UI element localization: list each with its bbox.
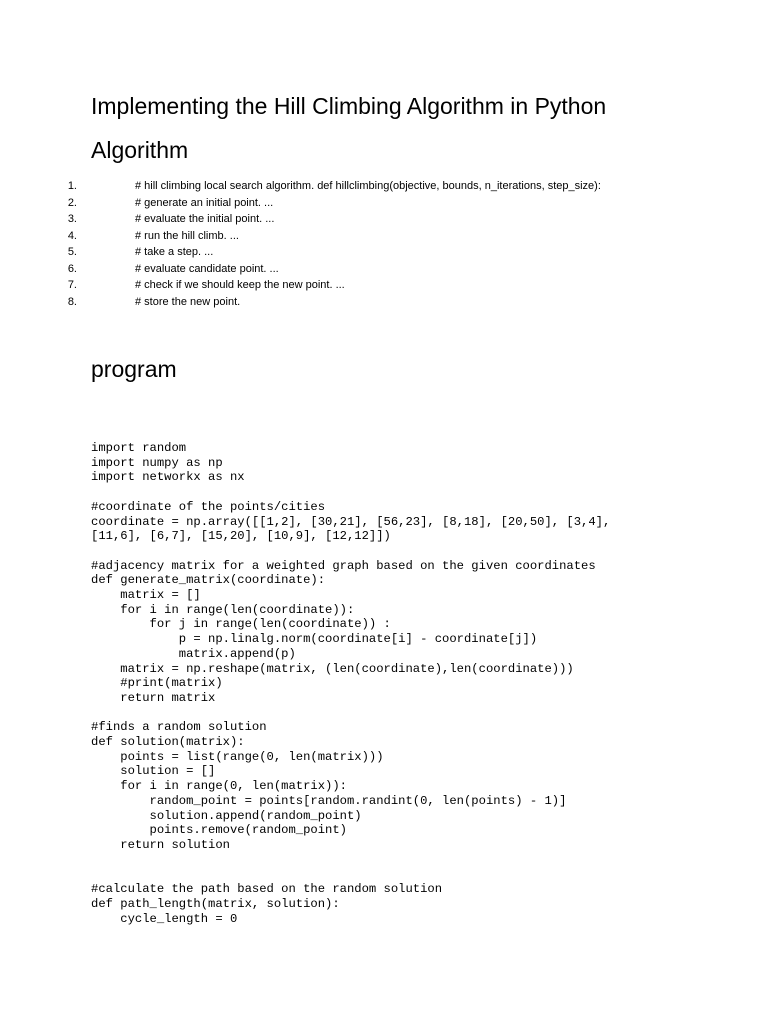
list-item	[0, 277, 768, 294]
list-item	[0, 261, 768, 278]
list-item-number: 3.	[67, 213, 77, 225]
list-item-number: 2.	[67, 196, 77, 209]
document-title: Implementing the Hill Climbing Algorithm in Python	[91, 93, 607, 119]
list-item-number: 7.	[67, 279, 77, 291]
list-item	[0, 211, 768, 228]
list-item	[0, 294, 768, 311]
list-item-number: 5.	[67, 246, 77, 258]
list-item-text: # take a step. ...	[135, 246, 214, 258]
section-heading-program: program	[91, 356, 177, 382]
list-item-text: # check if we should keep the new point. ...	[135, 279, 345, 291]
list-item-number: 8.	[67, 295, 77, 308]
section-heading-algorithm: Algorithm	[91, 137, 189, 163]
list-item	[0, 228, 768, 245]
list-item-number: 1.	[67, 180, 77, 192]
list-item	[0, 178, 768, 195]
list-item-text: # evaluate the initial point. ...	[135, 213, 275, 225]
list-item-text: # generate an initial point. ...	[135, 196, 274, 209]
list-item-number: 4.	[67, 229, 77, 242]
code-block: import random import numpy as np import networkx as nx #coordinate of the points/cities coordinate = np.array([[1,2], [30,21], [56,23], [8,18], [20,50], [3,4], [11,6], [6,7], [15,20], [10,9], [12,12]]) #adjacency matrix for a weighted graph based on the given coordinates def generate_matrix(coordinate): matrix = [] for i in range(len(coordinate)): for j in range(len(coordinate)) : p = np.linalg.norm(coordinate[i] - coordinate[j]) matrix.append(p) matrix = np.reshape(matrix, (len(coordinate),len(coordinate))) #print(matrix) return matrix #finds a random solution def solution(matrix): points = list(range(0, len(matrix))) solution = [] for i in range(0, len(matrix)): random_point = points[random.randint(0, len(points) - 1)] solution.append(random_point) points.remove(random_point) return solution #calculate the path based on the random solution def path_length(matrix, solution): cycle_length = 0	[91, 441, 611, 926]
algorithm-steps-list	[0, 178, 768, 310]
list-item-text: # evaluate candidate point. ...	[135, 262, 279, 275]
list-item	[0, 244, 768, 261]
list-item	[0, 195, 768, 212]
list-item-text: # hill climbing local search algorithm. def hillclimbing(objective, bounds, n_iterations, step_size):	[135, 180, 601, 192]
list-item-text: # store the new point.	[135, 295, 241, 308]
list-item-number: 6.	[67, 262, 77, 275]
list-item-text: # run the hill climb. ...	[135, 229, 239, 242]
